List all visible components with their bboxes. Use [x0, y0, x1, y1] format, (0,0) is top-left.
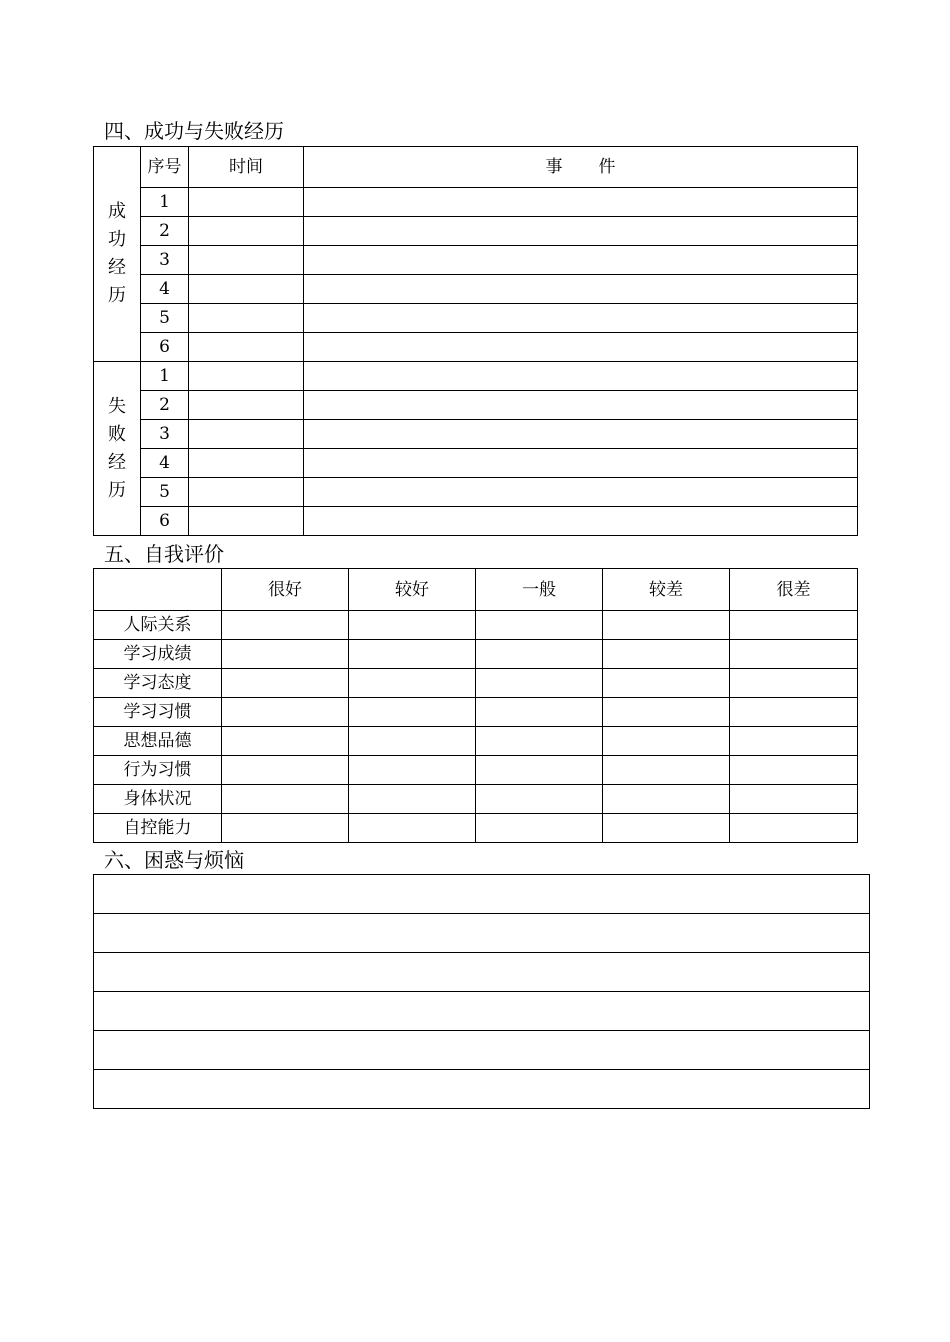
header-seq: 序号: [141, 147, 189, 188]
failure-label-char: 经: [108, 451, 126, 473]
event-cell[interactable]: [304, 304, 858, 333]
rating-cell[interactable]: [222, 727, 349, 756]
event-cell[interactable]: [304, 362, 858, 391]
experience-header-row: [94, 147, 858, 188]
failure-label-cell: [94, 362, 141, 536]
time-cell[interactable]: [189, 275, 304, 304]
failure-label-char: 历: [108, 479, 126, 501]
rating-cell[interactable]: [349, 785, 476, 814]
time-cell[interactable]: [189, 362, 304, 391]
rating-cell[interactable]: [349, 698, 476, 727]
row-seq: 1: [141, 362, 189, 391]
time-cell[interactable]: [189, 246, 304, 275]
time-cell[interactable]: [189, 478, 304, 507]
rating-cell[interactable]: [349, 611, 476, 640]
evaluation-row: [94, 698, 858, 727]
rating-cell[interactable]: [222, 814, 349, 843]
failure-label-char: 失: [108, 395, 126, 417]
header-event-char: 件: [598, 157, 616, 177]
writing-line[interactable]: [94, 914, 870, 953]
troubles-line-row: [94, 875, 870, 914]
failure-row: [94, 420, 858, 449]
troubles-line-row: [94, 1031, 870, 1070]
row-seq: 6: [141, 333, 189, 362]
header-poor: 较差: [603, 569, 730, 611]
event-cell[interactable]: [304, 420, 858, 449]
rating-cell[interactable]: [476, 727, 603, 756]
rating-cell[interactable]: [730, 611, 858, 640]
evaluation-item-label: 行为习惯: [94, 756, 222, 785]
evaluation-row: [94, 727, 858, 756]
rating-cell[interactable]: [603, 611, 730, 640]
rating-cell[interactable]: [603, 814, 730, 843]
rating-cell[interactable]: [349, 756, 476, 785]
failure-row: [94, 362, 858, 391]
rating-cell[interactable]: [603, 727, 730, 756]
failure-row: [94, 507, 858, 536]
event-cell[interactable]: [304, 333, 858, 362]
rating-cell[interactable]: [476, 785, 603, 814]
header-event: [304, 147, 858, 188]
event-cell[interactable]: [304, 449, 858, 478]
rating-cell[interactable]: [222, 611, 349, 640]
row-seq: 5: [141, 304, 189, 333]
self-evaluation-table: [93, 568, 858, 843]
writing-line[interactable]: [94, 953, 870, 992]
rating-cell[interactable]: [476, 756, 603, 785]
success-label-char: 功: [108, 229, 126, 250]
rating-cell[interactable]: [222, 669, 349, 698]
rating-cell[interactable]: [222, 756, 349, 785]
event-cell[interactable]: [304, 507, 858, 536]
evaluation-item-label: 人际关系: [94, 611, 222, 640]
writing-line[interactable]: [94, 992, 870, 1031]
row-seq: 3: [141, 420, 189, 449]
time-cell[interactable]: [189, 391, 304, 420]
troubles-table: [93, 874, 870, 1109]
section-title-experience: 四、成功与失败经历: [104, 119, 284, 143]
success-label-cell: [94, 147, 141, 362]
rating-cell[interactable]: [603, 698, 730, 727]
success-label-char: 经: [108, 257, 126, 278]
time-cell[interactable]: [189, 217, 304, 246]
header-blank-cell: [94, 569, 222, 611]
evaluation-row: [94, 669, 858, 698]
rating-cell[interactable]: [730, 814, 858, 843]
event-cell[interactable]: [304, 188, 858, 217]
rating-cell[interactable]: [476, 814, 603, 843]
troubles-line-row: [94, 914, 870, 953]
rating-cell[interactable]: [603, 640, 730, 669]
writing-line[interactable]: [94, 875, 870, 914]
evaluation-item-label: 学习成绩: [94, 640, 222, 669]
failure-label-char: 败: [108, 423, 126, 445]
evaluation-row: [94, 785, 858, 814]
success-row: [94, 188, 858, 217]
evaluation-row: [94, 640, 858, 669]
rating-cell[interactable]: [349, 640, 476, 669]
success-label-char: 历: [108, 285, 126, 306]
rating-cell[interactable]: [730, 669, 858, 698]
event-cell[interactable]: [304, 246, 858, 275]
rating-cell[interactable]: [349, 669, 476, 698]
rating-cell[interactable]: [603, 785, 730, 814]
evaluation-item-label: 学习习惯: [94, 698, 222, 727]
time-cell[interactable]: [189, 304, 304, 333]
rating-cell[interactable]: [603, 756, 730, 785]
success-label-char: 成: [108, 201, 126, 222]
event-cell[interactable]: [304, 478, 858, 507]
rating-cell[interactable]: [476, 669, 603, 698]
rating-cell[interactable]: [730, 640, 858, 669]
time-cell[interactable]: [189, 449, 304, 478]
header-event-char: 事: [545, 157, 563, 177]
section-title-self-evaluation: 五、自我评价: [104, 542, 224, 566]
rating-cell[interactable]: [730, 756, 858, 785]
time-cell[interactable]: [189, 188, 304, 217]
evaluation-item-label: 自控能力: [94, 814, 222, 843]
row-seq: 6: [141, 507, 189, 536]
time-cell[interactable]: [189, 507, 304, 536]
row-seq: 2: [141, 391, 189, 420]
event-cell[interactable]: [304, 275, 858, 304]
rating-cell[interactable]: [730, 698, 858, 727]
evaluation-header-row: [94, 569, 858, 611]
evaluation-item-label: 学习态度: [94, 669, 222, 698]
evaluation-row: [94, 814, 858, 843]
header-very-poor: 很差: [730, 569, 858, 611]
evaluation-row: [94, 611, 858, 640]
rating-cell[interactable]: [222, 785, 349, 814]
troubles-line-row: [94, 1070, 870, 1109]
success-row: [94, 304, 858, 333]
success-row: [94, 217, 858, 246]
rating-cell[interactable]: [730, 727, 858, 756]
time-cell[interactable]: [189, 420, 304, 449]
row-seq: 2: [141, 217, 189, 246]
header-average: 一般: [476, 569, 603, 611]
time-cell[interactable]: [189, 333, 304, 362]
failure-row: [94, 478, 858, 507]
header-very-good: 很好: [222, 569, 349, 611]
event-cell[interactable]: [304, 217, 858, 246]
troubles-line-row: [94, 992, 870, 1031]
section-title-troubles: 六、困惑与烦恼: [104, 848, 244, 872]
rating-cell[interactable]: [222, 640, 349, 669]
row-seq: 1: [141, 188, 189, 217]
failure-row: [94, 391, 858, 420]
writing-line[interactable]: [94, 1031, 870, 1070]
row-seq: 3: [141, 246, 189, 275]
rating-cell[interactable]: [222, 698, 349, 727]
event-cell[interactable]: [304, 391, 858, 420]
success-row: [94, 246, 858, 275]
rating-cell[interactable]: [603, 669, 730, 698]
rating-cell[interactable]: [476, 640, 603, 669]
row-seq: 4: [141, 449, 189, 478]
evaluation-row: [94, 756, 858, 785]
rating-cell[interactable]: [476, 611, 603, 640]
success-row: [94, 275, 858, 304]
header-good: 较好: [349, 569, 476, 611]
rating-cell[interactable]: [730, 785, 858, 814]
troubles-line-row: [94, 953, 870, 992]
rating-cell[interactable]: [349, 727, 476, 756]
experience-table: [93, 146, 858, 536]
failure-row: [94, 449, 858, 478]
evaluation-item-label: 思想品德: [94, 727, 222, 756]
rating-cell[interactable]: [476, 698, 603, 727]
writing-line[interactable]: [94, 1070, 870, 1109]
header-time: 时间: [189, 147, 304, 188]
rating-cell[interactable]: [349, 814, 476, 843]
row-seq: 5: [141, 478, 189, 507]
evaluation-item-label: 身体状况: [94, 785, 222, 814]
success-row: [94, 333, 858, 362]
row-seq: 4: [141, 275, 189, 304]
